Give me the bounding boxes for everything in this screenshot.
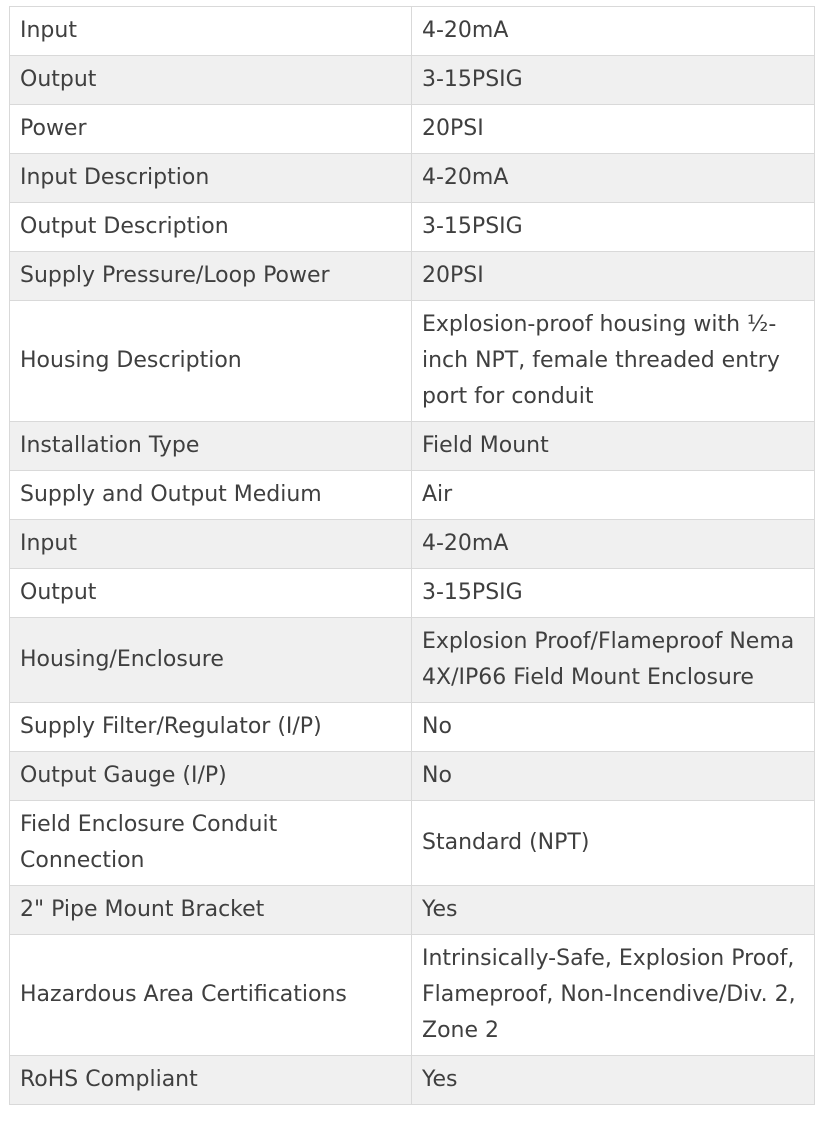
spec-value: 3-15PSIG xyxy=(412,569,815,618)
spec-row xyxy=(10,301,815,422)
spec-row xyxy=(10,56,815,105)
spec-label: Output xyxy=(10,56,412,105)
spec-label: Input xyxy=(10,7,412,56)
specifications-body xyxy=(10,7,815,1105)
spec-row xyxy=(10,569,815,618)
spec-row xyxy=(10,7,815,56)
spec-value: 3-15PSIG xyxy=(412,203,815,252)
spec-label: Hazardous Area Certifications xyxy=(10,935,412,1056)
spec-row xyxy=(10,252,815,301)
spec-row xyxy=(10,801,815,886)
spec-label: Housing/Enclosure xyxy=(10,618,412,703)
spec-label: 2" Pipe Mount Bracket xyxy=(10,886,412,935)
spec-value: No xyxy=(412,752,815,801)
spec-row xyxy=(10,422,815,471)
spec-row xyxy=(10,203,815,252)
spec-label: Power xyxy=(10,105,412,154)
spec-value: 3-15PSIG xyxy=(412,56,815,105)
spec-value: 4-20mA xyxy=(412,154,815,203)
spec-label: Supply Filter/Regulator (I/P) xyxy=(10,703,412,752)
spec-label: RoHS Compliant xyxy=(10,1056,412,1105)
spec-label: Supply Pressure/Loop Power xyxy=(10,252,412,301)
spec-label: Supply and Output Medium xyxy=(10,471,412,520)
spec-value: Standard (NPT) xyxy=(412,801,815,886)
spec-label: Housing Description xyxy=(10,301,412,422)
spec-row xyxy=(10,752,815,801)
spec-value: No xyxy=(412,703,815,752)
spec-label: Input xyxy=(10,520,412,569)
spec-row xyxy=(10,154,815,203)
spec-value: Air xyxy=(412,471,815,520)
spec-value: 4-20mA xyxy=(412,7,815,56)
spec-row xyxy=(10,703,815,752)
spec-value: 4-20mA xyxy=(412,520,815,569)
spec-label: Installation Type xyxy=(10,422,412,471)
spec-value: 20PSI xyxy=(412,105,815,154)
spec-row xyxy=(10,1056,815,1105)
spec-row xyxy=(10,520,815,569)
spec-value: Field Mount xyxy=(412,422,815,471)
spec-label: Output Gauge (I/P) xyxy=(10,752,412,801)
spec-label: Field Enclosure Conduit Connection xyxy=(10,801,412,886)
spec-value: Explosion Proof/Flameproof Nema 4X/IP66 Field Mount Enclosure xyxy=(412,618,815,703)
spec-value: Yes xyxy=(412,886,815,935)
spec-row xyxy=(10,471,815,520)
spec-value: Yes xyxy=(412,1056,815,1105)
spec-value: Intrinsically-Safe, Explosion Proof, Flameproof, Non-Incendive/Div. 2, Zone 2 xyxy=(412,935,815,1056)
spec-row xyxy=(10,105,815,154)
spec-label: Input Description xyxy=(10,154,412,203)
spec-value: Explosion-proof housing with ½-inch NPT, female threaded entry port for conduit xyxy=(412,301,815,422)
spec-value: 20PSI xyxy=(412,252,815,301)
spec-label: Output Description xyxy=(10,203,412,252)
spec-label: Output xyxy=(10,569,412,618)
spec-row xyxy=(10,618,815,703)
spec-row xyxy=(10,935,815,1056)
spec-row xyxy=(10,886,815,935)
specifications-table xyxy=(9,6,815,1105)
